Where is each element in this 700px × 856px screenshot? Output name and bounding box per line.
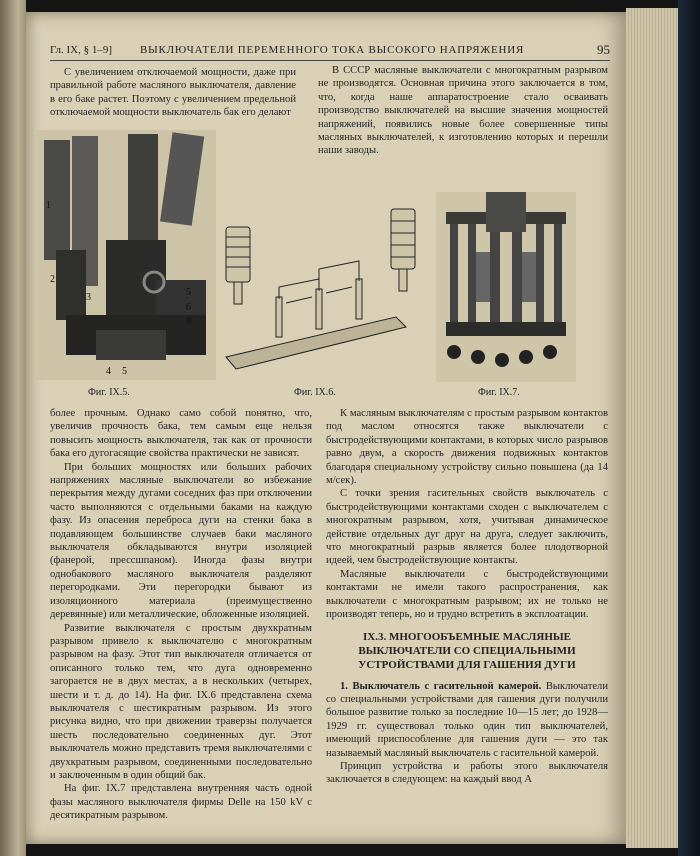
fig5-label: 3 [86,292,91,303]
page-number: 95 [597,42,610,57]
right-column-text [326,407,608,787]
fig7-caption: Фиг. IX.7. [478,387,520,398]
paragraph: К масляным выключателям с простым разрывом контактов под маслом относятся также выключатели с быстродействующими контактами, в которых число разрывов равно двум, а скорость движения подвижных контактов благодаря специальному устройству сильно повышена (да 14 м/сек). [326,408,608,487]
paragraph: Развитие выключателя с простым двухкратным разрывом привело к выключателю с многократным разрывом на фазу. Этот тип выключателя отличается от описанного только тем, что дуга одновременно загорается не в двух местах, а в нескольких (четырех, шести и т. д. до 14). На фиг. IX.6 представлена схема выключателя с шестикратным разрывом. Из этого рисунка видно, что при движении траверзы получается шесть последовательно соединенных дуг. Этот выключатель можно представить тремя выключателями с двухкратным разрывом, соединенными последовательно и заключенным в один общий бак. [50,622,312,781]
fig5-label: 6 [186,302,191,313]
section-heading: IX.3. МНОГООБЪЕМНЫЕ МАСЛЯНЫЕ ВЫКЛЮЧАТЕЛИ СО СПЕЦИАЛЬНЫМИ УСТРОЙСТВАМИ ДЛЯ ГАШЕНИЯ ДУГИ [358,630,576,671]
book-cover-edge [678,0,700,856]
previous-page-edge [0,0,26,856]
figure-ix5-photo [36,130,216,380]
fig5-caption: Фиг. IX.5. [88,387,130,398]
paragraph: Выключатели со специальными устройствами для гашения дуги получили большое развитие только за последние 10—15 лет; до 1928—1929 гг. существовал только один тип выключателей, имеющий приспособление для гашения дуги — это так называемый масляный выключатель с гасительной камерой. [326,680,609,759]
fig5-label: 5 [122,366,127,377]
paragraph: Принцип устройства и работы этого выключателя заключается в следующем: на каждый ввод А [326,760,608,786]
fig5-label: 1 [46,200,51,211]
left-column-text [50,407,312,823]
top-left-text [50,66,296,120]
paragraph: В СССР масляные выключатели с многократным разрывом не производятся. Основная причина этого заключается в том, что, когда наше аппаратостроение стало осваивать производство выключателей на высшие значения мощностей напряжений, появились новые более совершенные типы масляных выключателей, к изготовлению которых и перешли наши заводы. [318,65,608,157]
running-header [50,42,610,61]
subsection-title: 1. Выключатель с гасительной камерой. [340,680,542,692]
paragraph: С увеличением отключаемой мощности, даже при правильной работе масляного выключателя, давление в его баке растет. Поэтому с увеличением предельной отключаемой мощности выключатель бак его делают [50,67,296,119]
paragraph: С точки зрения гасительных свойств выключатель с быстродействующими контактами сходен с выключателем с многократным разрывом, хотя, учитывая динамическое действие отдельных дуг друг на друга, следует заключить, что многократный разрыв является более плодотворной идеей, чем быстродействующие контакты. [326,488,608,567]
paragraph: На фиг. IX.7 представлена внутренняя часть одной фазы масляного выключателя фирмы Delle на 150 kV с десятикратным разрывом. [50,783,312,822]
top-right-text [318,64,608,158]
paragraph: более прочным. Однако само собой понятно, что, увеличив прочность бака, тем самым еще нельзя повысить мощность выключателя, так как от прочности бака его дугогасящие свойства практически не зависят. [50,408,312,460]
header-title: ВЫКЛЮЧАТЕЛИ ПЕРЕМЕННОГО ТОКА ВЫСОКОГО НАПРЯЖЕНИЯ [140,44,525,56]
fig5-label: 4 [106,366,111,377]
paragraph: При больших мощностях или больших рабочих напряжениях масляные выключатели во избежание перекрытия между дугами соседних фаз при отключении часто выполняются с отдельными баками на каждую фазу. Из опасения переброса дуги на стенки бака в подавляющем большинстве случаев баки масляного выключателя обкладываются внутри изоляцией (фанерой, прессшпаном). Иногда фазы внутри однобакового масляного выключателя разделяют перегородками. Эти перегородки бывают из изоляционного материала (преимущественно деревянные) или металлические, обложенные изоляцией. [50,461,312,621]
fig5-label: 5 [186,287,191,298]
book-page-edges [626,8,678,848]
figure-ix7-photo [436,192,576,382]
fig6-caption: Фиг. IX.6. [294,387,336,398]
fig5-label: 8 [186,316,191,327]
header-section: Гл. IX, § 1–9] [50,44,113,56]
fig5-label: 2 [50,274,55,285]
paragraph: Масляные выключатели с быстродействующими контактами не имели такого распространения, как выключатели с многократным разрывом; их не только не производят теперь, но и трудно встретить в эксплоатации. [326,568,608,621]
figure-ix6-diagram [216,207,416,377]
book-page [26,12,626,844]
